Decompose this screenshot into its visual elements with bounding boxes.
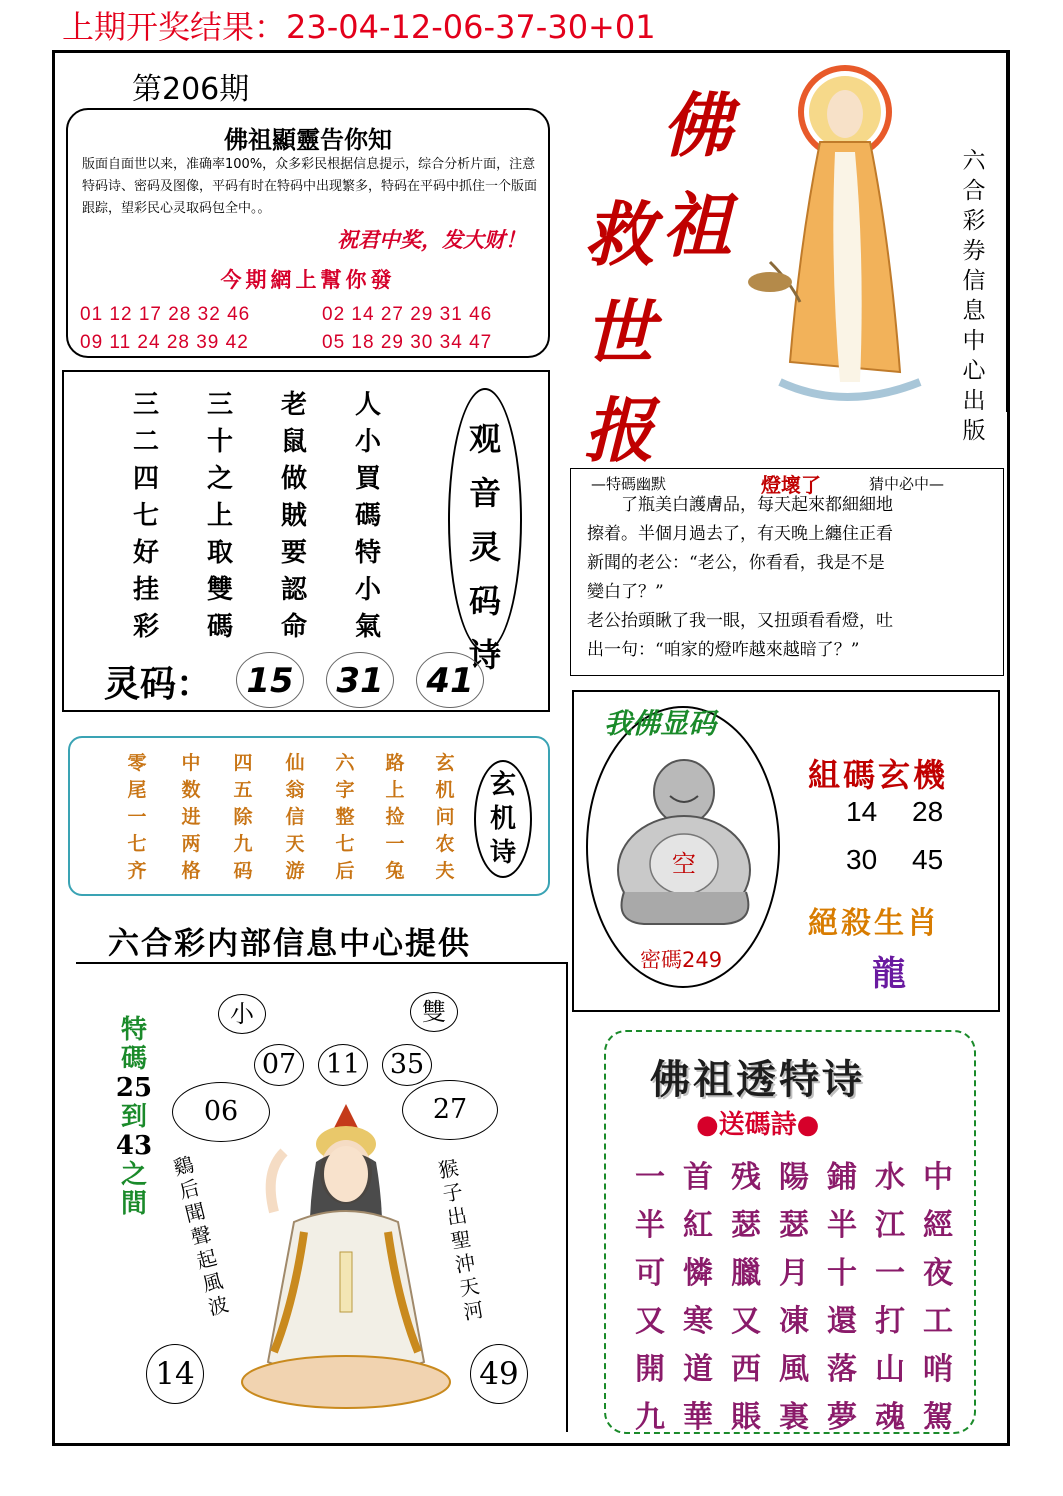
info-subtitle: 今期網上幫你發 bbox=[220, 268, 396, 292]
tote-char: 凍 bbox=[779, 1304, 809, 1339]
vertical-char: 诗 bbox=[489, 838, 516, 868]
tote-char: 十 bbox=[827, 1256, 857, 1291]
joke-line: 新聞的老公：“老公，你看看，我是不是 bbox=[587, 553, 885, 573]
number-circle: 35 bbox=[382, 1044, 432, 1086]
xuanji-char: 后 bbox=[335, 860, 355, 882]
number-circle: 11 bbox=[318, 1044, 368, 1086]
poem-char: 認 bbox=[280, 575, 307, 605]
xuanji-char: 整 bbox=[335, 806, 355, 828]
xuanji-char: 路 bbox=[385, 752, 405, 774]
vertical-char: 彩 bbox=[962, 208, 986, 234]
vertical-char: 出 bbox=[962, 388, 986, 414]
tote-char: 華 bbox=[683, 1400, 713, 1435]
tote-char: 瑟 bbox=[731, 1208, 761, 1243]
joke-title: 燈壞了 bbox=[761, 473, 821, 497]
tote-char: 残 bbox=[731, 1160, 761, 1195]
laughing-buddha-illustration bbox=[604, 752, 766, 930]
vertical-char: 天 bbox=[457, 1273, 482, 1301]
poem-char: 要 bbox=[280, 538, 307, 568]
number-circle: 07 bbox=[254, 1044, 304, 1086]
tote-char: 山 bbox=[875, 1352, 905, 1387]
xuanji-char: 尾 bbox=[127, 779, 147, 801]
tote-char: 賬 bbox=[731, 1400, 761, 1435]
tote-char: 首 bbox=[683, 1160, 713, 1195]
vertical-char: 音 bbox=[468, 474, 501, 512]
jueshao-value: 龍 bbox=[872, 954, 906, 994]
xuanji-title bbox=[476, 768, 530, 870]
xuanji-char: 七 bbox=[335, 833, 355, 855]
zuma-title: 組碼玄機 bbox=[808, 756, 949, 794]
poem-char: 四 bbox=[132, 464, 159, 494]
poem-char: 碼 bbox=[354, 501, 381, 531]
tote-char: 魂 bbox=[875, 1400, 905, 1435]
lingma-number: 41 bbox=[416, 652, 484, 708]
number-oval-right: 27 bbox=[402, 1080, 498, 1140]
vertical-char: 起 bbox=[194, 1245, 220, 1274]
tote-char: 月 bbox=[779, 1256, 809, 1291]
tema-range-item: 之 bbox=[120, 1160, 147, 1190]
tote-char: 水 bbox=[875, 1160, 905, 1195]
tote-char: 紅 bbox=[683, 1208, 713, 1243]
joke-head-right: 猜中必中— bbox=[869, 475, 945, 493]
tote-char: 駕 bbox=[923, 1400, 953, 1435]
tag-small: 小 bbox=[218, 994, 266, 1034]
vertical-char: 灵 bbox=[468, 528, 501, 566]
xuanji-char: 九 bbox=[233, 833, 253, 855]
vertical-char: 風 bbox=[200, 1268, 226, 1297]
vertical-char: 波 bbox=[205, 1291, 232, 1320]
vertical-char: 六 bbox=[962, 148, 986, 174]
tote-char: 工 bbox=[923, 1304, 953, 1339]
tote-char: 臘 bbox=[731, 1256, 761, 1291]
poem-char: 上 bbox=[206, 501, 233, 531]
tote-char: 江 bbox=[875, 1208, 905, 1243]
tema-range-item: 間 bbox=[120, 1189, 147, 1219]
vertical-char: 子 bbox=[440, 1179, 465, 1207]
info-panel bbox=[66, 108, 550, 358]
tote-char: 半 bbox=[635, 1208, 665, 1243]
tote-char: 瑟 bbox=[779, 1208, 809, 1243]
xuanji-char: 兔 bbox=[385, 860, 405, 882]
tote-char: 夜 bbox=[923, 1256, 953, 1291]
lingma-number: 15 bbox=[236, 652, 304, 708]
joke-line: 出一句：“咱家的燈咋越來越暗了？” bbox=[587, 640, 860, 660]
xuanji-char: 玄 bbox=[435, 752, 455, 774]
xuanji-char: 零 bbox=[127, 752, 147, 774]
publisher-divider bbox=[1006, 50, 1010, 412]
info-body: 版面自面世以来，准确率100%，众多彩民根据信息提示，综合分析片面，注意特码诗、密码及图像，平码有时在特码中出现繁多，特码在平码中抓住一个版面跟踪，望彩民心灵取码包全中。。 bbox=[82, 157, 538, 216]
xuanji-char: 字 bbox=[335, 779, 355, 801]
xuanji-char: 仙 bbox=[285, 752, 305, 774]
xuanji-char: 一 bbox=[385, 833, 405, 855]
title-part2: 救世报 bbox=[584, 193, 654, 472]
vertical-char: 诗 bbox=[468, 636, 501, 674]
number-circle-bottom-left: 14 bbox=[146, 1344, 204, 1404]
vertical-char: 玄 bbox=[489, 770, 516, 800]
poem-char: 小 bbox=[354, 575, 381, 605]
tote-char: 半 bbox=[827, 1208, 857, 1243]
tote-subtitle: ●送碼詩● bbox=[696, 1110, 820, 1140]
tema-range-item: 碼 bbox=[120, 1044, 147, 1074]
provider-line: 六合彩内部信息中心提供 bbox=[108, 926, 471, 962]
joke-panel bbox=[570, 468, 1004, 676]
vertical-char: 心 bbox=[962, 358, 986, 384]
vertical-char: 信 bbox=[962, 268, 986, 294]
vertical-char: 机 bbox=[489, 804, 516, 834]
number-group: 01 12 17 28 32 46 bbox=[80, 304, 251, 325]
number-oval-left: 06 bbox=[172, 1082, 270, 1142]
zuma-number: 28 bbox=[912, 796, 944, 827]
vertical-char: 码 bbox=[468, 582, 501, 620]
jueshao-title: 絕殺生肖 bbox=[808, 906, 940, 941]
joke-line: 變白了？” bbox=[587, 582, 664, 602]
tote-char: 一 bbox=[875, 1256, 905, 1291]
xuanji-char: 除 bbox=[233, 806, 253, 828]
xuanji-char: 四 bbox=[233, 752, 253, 774]
poem-char: 賊 bbox=[280, 501, 307, 531]
poem-char: 鼠 bbox=[280, 427, 307, 457]
joke-head-left: —特碼幽默 bbox=[591, 475, 667, 493]
tema-range bbox=[112, 1016, 156, 1219]
tote-char: 經 bbox=[923, 1208, 953, 1243]
tote-char: 鋪 bbox=[827, 1160, 857, 1195]
xuanji-char: 六 bbox=[335, 752, 355, 774]
vertical-char: 券 bbox=[962, 238, 986, 264]
buddha-title: 我佛显码 bbox=[604, 707, 717, 740]
xuanji-char: 游 bbox=[285, 860, 305, 882]
vertical-char: 中 bbox=[962, 328, 986, 354]
xuanji-char: 夫 bbox=[435, 860, 455, 882]
poem-char: 命 bbox=[280, 612, 307, 642]
tote-char: 開 bbox=[635, 1352, 665, 1387]
guanyin-illustration bbox=[234, 1102, 458, 1416]
poem-char: 做 bbox=[280, 464, 307, 494]
info-title: 佛祖顯靈告你知 bbox=[224, 125, 392, 154]
publisher-vertical bbox=[956, 146, 992, 446]
poem-char: 三 bbox=[206, 390, 233, 420]
title-part1: 佛祖 bbox=[662, 84, 732, 267]
vertical-char: 聖 bbox=[449, 1226, 473, 1254]
tema-range-item: 到 bbox=[120, 1102, 147, 1132]
poem-char: 碼 bbox=[206, 612, 233, 642]
xuanji-char: 两 bbox=[181, 833, 201, 855]
tote-char: 道 bbox=[683, 1352, 713, 1387]
joke-line: 老公抬頭瞅了我一眼，又扭頭看看燈，吐 bbox=[587, 611, 893, 631]
xuanji-char: 农 bbox=[435, 833, 455, 855]
vertical-char: 河 bbox=[461, 1297, 486, 1325]
issue-number: 第206期 bbox=[132, 72, 250, 107]
buddha-code: 密碼249 bbox=[640, 948, 723, 972]
xuanji-char: 码 bbox=[233, 860, 253, 882]
tema-range-item: 43 bbox=[115, 1131, 153, 1161]
joke-line: 擦着。半個月過去了，有天晚上纏住正看 bbox=[587, 524, 893, 544]
tote-char: 憐 bbox=[683, 1256, 713, 1291]
tote-char: 陽 bbox=[779, 1160, 809, 1195]
number-group: 02 14 27 29 31 46 bbox=[322, 304, 493, 325]
tote-char: 寒 bbox=[683, 1304, 713, 1339]
poem-char: 雙 bbox=[206, 575, 233, 605]
tote-char: 落 bbox=[827, 1352, 857, 1387]
xuanji-char: 一 bbox=[127, 806, 147, 828]
xuanji-char: 翁 bbox=[285, 779, 305, 801]
vertical-char: 观 bbox=[468, 420, 501, 458]
vertical-char: 沖 bbox=[453, 1250, 478, 1278]
vertical-char: 息 bbox=[962, 298, 986, 324]
tote-char: 又 bbox=[635, 1304, 665, 1339]
poem-char: 小 bbox=[354, 427, 381, 457]
xuanji-char: 进 bbox=[181, 806, 201, 828]
xuanji-char: 捡 bbox=[385, 806, 405, 828]
vertical-char: 后 bbox=[176, 1175, 202, 1204]
zuma-number: 14 bbox=[846, 796, 878, 827]
xuanji-char: 数 bbox=[181, 779, 201, 801]
lingma-label: 灵码： bbox=[104, 664, 213, 705]
tote-char: 風 bbox=[779, 1352, 809, 1387]
vertical-char: 版 bbox=[962, 418, 986, 444]
tema-range-item: 特 bbox=[120, 1015, 147, 1045]
xuanji-char: 五 bbox=[233, 779, 253, 801]
poem-char: 好 bbox=[132, 538, 159, 568]
poem-char: 彩 bbox=[132, 612, 159, 642]
xuanji-char: 天 bbox=[285, 833, 305, 855]
poem-char: 取 bbox=[206, 538, 233, 568]
poem-char: 二 bbox=[132, 427, 159, 457]
poem-char: 氣 bbox=[354, 612, 381, 642]
xuanji-char: 中 bbox=[181, 752, 201, 774]
tote-char: 可 bbox=[635, 1256, 665, 1291]
tote-char: 裏 bbox=[779, 1400, 809, 1435]
poem-char: 老 bbox=[280, 390, 307, 420]
vertical-char: 合 bbox=[962, 178, 986, 204]
poem-char: 三 bbox=[132, 390, 159, 420]
xuanji-char: 齐 bbox=[127, 860, 147, 882]
poem-title bbox=[450, 412, 520, 682]
tote-char: 夢 bbox=[827, 1400, 857, 1435]
tote-char: 又 bbox=[731, 1304, 761, 1339]
vertical-char: 聞 bbox=[182, 1198, 208, 1227]
xuanji-char: 上 bbox=[385, 779, 405, 801]
xuanji-char: 格 bbox=[181, 860, 201, 882]
joke-body bbox=[587, 491, 999, 665]
tote-char: 打 bbox=[875, 1304, 905, 1339]
vertical-char: 出 bbox=[444, 1202, 469, 1230]
vertical-char: 鷄 bbox=[170, 1152, 197, 1181]
last-result-header: 上期开奖结果：23-04-12-06-37-30+01 bbox=[62, 8, 656, 46]
lingma-number: 31 bbox=[326, 652, 394, 708]
number-group: 09 11 24 28 39 42 bbox=[80, 332, 249, 353]
vertical-char: 猴 bbox=[436, 1155, 461, 1183]
tote-char: 九 bbox=[635, 1400, 665, 1435]
goddess-illustration bbox=[740, 62, 950, 418]
tema-range-item: 25 bbox=[115, 1073, 153, 1103]
xuanji-char: 问 bbox=[435, 806, 455, 828]
poem-char: 之 bbox=[206, 464, 233, 494]
tote-char: 哨 bbox=[923, 1352, 953, 1387]
poem-char: 特 bbox=[354, 538, 381, 568]
tote-title: 佛祖透特诗 bbox=[650, 1056, 865, 1103]
poem-char: 人 bbox=[354, 390, 381, 420]
tote-char: 中 bbox=[923, 1160, 953, 1195]
number-circle-bottom-right: 49 bbox=[470, 1344, 528, 1404]
tag-double: 雙 bbox=[410, 992, 458, 1032]
poem-char: 買 bbox=[354, 464, 381, 494]
zuma-number: 45 bbox=[912, 844, 944, 875]
tote-char: 還 bbox=[827, 1304, 857, 1339]
xuanji-title-oval bbox=[474, 760, 532, 878]
buddha-center-char: 空 bbox=[672, 850, 696, 878]
poem-char: 七 bbox=[132, 501, 159, 531]
xuanji-char: 七 bbox=[127, 833, 147, 855]
number-group: 05 18 29 30 34 47 bbox=[322, 332, 493, 353]
joke-line: 了瓶美白護膚品，每天起來都細細地 bbox=[587, 495, 893, 515]
tote-char: 一 bbox=[635, 1160, 665, 1195]
info-slogan: 祝君中奖，发大财！ bbox=[337, 228, 526, 252]
zuma-number: 30 bbox=[846, 844, 878, 875]
tote-char: 西 bbox=[731, 1352, 761, 1387]
poem-char: 十 bbox=[206, 427, 233, 457]
poem-char: 挂 bbox=[132, 575, 159, 605]
poem-title-oval bbox=[448, 388, 522, 674]
vertical-char: 聲 bbox=[188, 1221, 214, 1251]
xuanji-char: 机 bbox=[435, 779, 455, 801]
xuanji-char: 信 bbox=[285, 806, 305, 828]
